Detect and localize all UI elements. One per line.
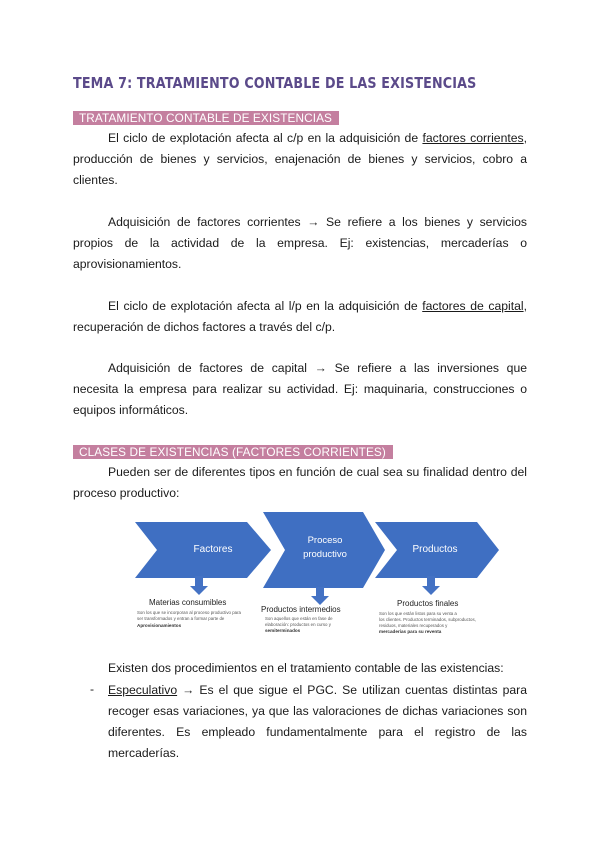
output-materias-desc: ser transformados y entran a formar parte de <box>137 616 225 621</box>
output-intermedios-desc: semiterminados <box>265 628 301 633</box>
page-title: TEMA 7: TRATAMIENTO CONTABLE DE LAS EXISTENCIAS <box>73 74 477 92</box>
output-finales-desc: Son los que están listos para su venta a <box>379 611 457 616</box>
factores-capital-link: factores de capital <box>422 299 524 313</box>
down-arrow-icon <box>190 576 208 595</box>
output-materias-desc: Aprovisionamientos <box>137 623 182 628</box>
paragraph-factores-corrientes: Adquisición de factores corrientes → Se refiere a los bienes y servicios propios de la actividad de la empresa. Ej: existencias, mercaderías o aprovisionamientos. <box>73 215 527 271</box>
output-finales-title: Productos finales <box>397 599 459 608</box>
paragraph-intro-clases: Pueden ser de diferentes tipos en función de cual sea su finalidad dentro del proceso productivo: <box>73 465 527 500</box>
label-productos: Productos <box>412 544 458 555</box>
label-proceso-1: Proceso <box>307 535 343 546</box>
down-arrow-icon <box>422 576 440 595</box>
paragraph-ciclo-cp: El ciclo de explotación afecta al c/p en la adquisición de factores corrientes, producción de bienes y servicios, enajenación de bienes y servicios, cobro a clientes. <box>73 131 528 187</box>
output-intermedios-title: Productos intermedios <box>261 605 341 614</box>
bullet-especulativo: Especulativo → Es el que sigue el PGC. Se utilizan cuentas distintas para recoger esas variaciones, ya que las valoraciones de dichas variaciones son diferentes. Es empleado fundamentalmente para el registro de las mercaderías. <box>108 683 527 760</box>
especulativo-term: Especulativo <box>108 683 178 697</box>
output-finales-desc: residuos, materiales recuperados y <box>379 623 448 628</box>
output-finales-desc: los clientes. Productos terminados, subproductos, <box>379 617 476 622</box>
paragraph-ciclo-lp: El ciclo de explotación afecta al l/p en la adquisición de factores de capital, recuperación de dichos factores a través del c/p. <box>73 299 527 334</box>
factores-corrientes-link: factores corrientes <box>422 131 524 145</box>
down-arrow-icon <box>311 587 329 605</box>
section-heading-clases: CLASES DE EXISTENCIAS (FACTORES CORRIENTES) <box>73 445 393 459</box>
section-heading-tratamiento: TRATAMIENTO CONTABLE DE EXISTENCIAS <box>73 111 339 125</box>
output-materias-title: Materias consumibles <box>149 598 227 607</box>
output-intermedios-desc: Son aquellos que están en fase de <box>265 616 333 621</box>
bullet-dash: - <box>90 682 95 696</box>
process-diagram <box>135 512 500 646</box>
paragraph-factores-capital: Adquisición de factores de capital → Se refiere a las inversiones que necesita la empresa para realizar su actividad. Ej: maquinaria, construcciones o equipos informáticos. <box>73 361 527 417</box>
label-factores: Factores <box>193 544 233 555</box>
output-finales-desc: mercaderías para su reventa <box>379 629 442 634</box>
label-proceso-2: productivo <box>303 549 347 560</box>
paragraph-procedimientos: Existen dos procedimientos en el tratamiento contable de las existencias: <box>108 661 504 675</box>
output-intermedios-desc: elaboración: productos en curso y <box>265 622 331 627</box>
output-materias-desc: Son los que se incorporan al proceso productivo para <box>137 610 241 615</box>
